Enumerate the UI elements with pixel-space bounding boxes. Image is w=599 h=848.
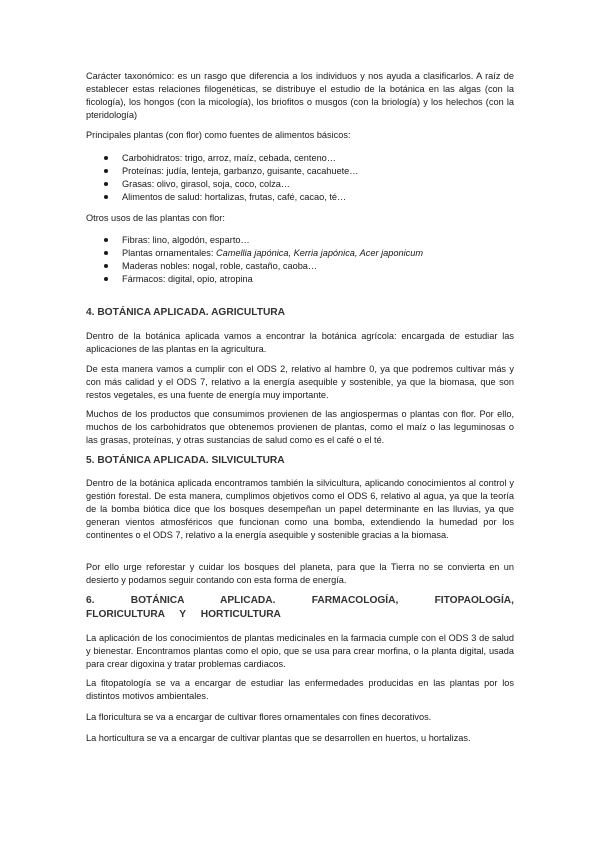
bullet-icon	[104, 264, 108, 268]
bullet-icon	[104, 156, 108, 160]
bullet-icon	[104, 182, 108, 186]
list-item: Plantas ornamentales: Camellia japónica, Kerria japónica, Acer japonicum	[100, 247, 510, 260]
bullet-icon	[104, 195, 108, 199]
section-4-paragraph-2: De esta manera vamos a cumplir con el ODS 2, relativo al hambre 0, ya que podremos cultivar más y con más calidad y el ODS 7, relativo a la energía asequible y sostenible, ya que la biomasa, que son restos vegetales, es una fuente de energía muy importante.	[86, 364, 514, 400]
section-6-paragraph-1: La aplicación de los conocimientos de plantas medicinales en la farmacia cumple con el ODS 3 de salud y bienestar. Encontramos plantas como el opio, que se usa para crear morfina, o la planta digital, usada para crear digoxina y tratar problemas cardiacos.	[86, 633, 514, 669]
section-5-paragraph-1: Dentro de la botánica aplicada encontramos también la silvicultura, aplicando conocimientos al control y gestión forestal. De esta manera, cumplimos objetivos como el ODS 6, relativo al agua, ya que la teoría de la bomba biótica dice que los bosques desempeñan un papel determinante en las lluvias, ya que generan vientos atmosféricos que funcionan como una bomba, extendiendo la humedad por los continentes o el ODS 7, relativo a la energía asequible y sostenible gracias a la biomasa.	[86, 478, 514, 540]
section-6-paragraph-2: La fitopatología se va a encargar de estudiar las enfermedades producidas en las plantas por los distintos motivos ambientales.	[86, 678, 514, 701]
section-4-heading: 4. BOTÁNICA APLICADA. AGRICULTURA	[86, 307, 286, 318]
section-4-paragraph-1: Dentro de la botánica aplicada vamos a encontrar la botánica agrícola: encargada de estudiar las aplicaciones de las plantas en la agricultura.	[86, 331, 514, 354]
food-list	[100, 152, 510, 204]
list-item: Carbohidratos: trigo, arroz, maíz, cebada, centeno…	[100, 152, 510, 165]
list-item: Fármacos: digital, opio, atropina	[100, 273, 510, 286]
bullet-icon	[104, 238, 108, 242]
list-item: Grasas: olivo, girasol, soja, coco, colza…	[100, 178, 510, 191]
section-6-heading: 6. BOTÁNICA APLICADA. FARMACOLOGÍA, FITOPAOLOGÍA, FLORICULTURA Y HORTICULTURA	[86, 595, 514, 620]
list-item: Alimentos de salud: hortalizas, frutas, café, cacao, té…	[100, 191, 510, 204]
bullet-icon	[104, 169, 108, 173]
list-item: Maderas nobles: nogal, roble, castaño, caoba…	[100, 260, 510, 273]
section-5-heading: 5. BOTÁNICA APLICADA. SILVICULTURA	[86, 455, 285, 466]
bullet-icon	[104, 277, 108, 281]
bullet-icon	[104, 251, 108, 255]
section-5-paragraph-2: Por ello urge reforestar y cuidar los bosques del planeta, para que la Tierra no se convierta en un desierto y podamos seguir contando con esta forma de energía.	[86, 562, 514, 585]
list-item: Proteínas: judía, lenteja, garbanzo, guisante, cacahuete…	[100, 165, 510, 178]
other-uses-intro: Otros usos de las plantas con flor:	[86, 213, 225, 223]
uses-list	[100, 234, 510, 286]
species-names: Camellia japónica, Kerria japónica, Acer japonicum	[215, 248, 423, 258]
section-6-paragraph-3: La floricultura se va a encargar de cultivar flores ornamentales con fines decorativos.	[86, 712, 432, 722]
food-sources-intro: Principales plantas (con flor) como fuentes de alimentos básicos:	[86, 130, 351, 140]
taxonomic-paragraph: Carácter taxonómico: es un rasgo que diferencia a los individuos y nos ayuda a clasificarlos. A raíz de establecer estas relaciones filogenéticas, se distribuye el estudio de la botánica en las algas (con la ficología), los hongos (con la micología), los briofitos o musgos (con la briología) y los helechos (con la pteridología)	[86, 71, 514, 120]
section-4-paragraph-3: Muchos de los productos que consumimos provienen de las angiospermas o plantas con flor. Por ello, muchos de los carbohidratos que obtenemos provienen de plantas, como el maíz o las leguminosas o las grasas, proteínas, y otras sustancias de salud como es el café o el té.	[86, 409, 514, 445]
list-item: Fibras: lino, algodón, esparto…	[100, 234, 510, 247]
section-6-paragraph-4: La horticultura se va a encargar de cultivar plantas que se desarrollen en huertos, u hortalizas.	[86, 733, 471, 743]
